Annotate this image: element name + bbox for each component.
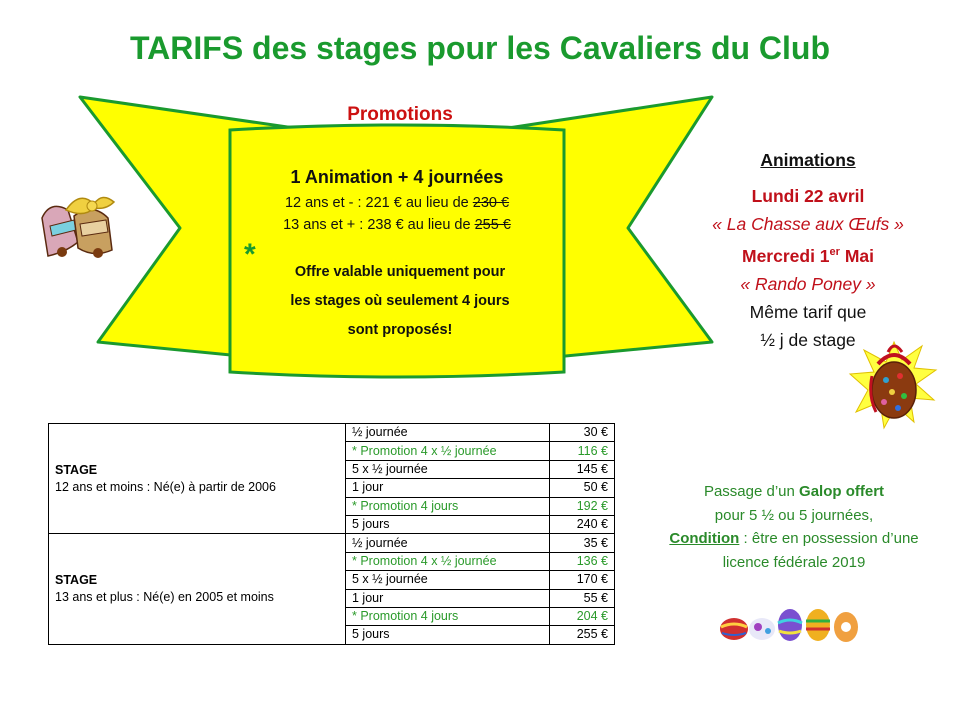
row-price: 136 €: [550, 552, 615, 570]
offer-note-line3: sont proposés!: [347, 322, 453, 338]
galop-offer: Galop offert: [799, 483, 885, 500]
promo-old-price-over-13: 255 €: [474, 217, 511, 233]
galop-line1: [644, 480, 944, 504]
easter-egg-basket-icon: [848, 336, 940, 432]
animation-date-1: Lundi 22 avril: [751, 186, 865, 206]
stage-age-description: 12 ans et moins : Né(e) à partir de 2006: [55, 479, 276, 494]
animations-panel: [690, 146, 926, 354]
row-label: 5 x ½ journée: [346, 571, 550, 589]
row-label: * Promotion 4 jours: [346, 497, 550, 515]
promotions-heading: Promotions: [347, 104, 453, 125]
row-label: * Promotion 4 x ½ journée: [346, 442, 550, 460]
row-label: * Promotion 4 jours: [346, 607, 550, 625]
promo-price-over-13: [232, 217, 562, 233]
galop-line2: pour 5 ½ ou 5 journées,: [714, 506, 874, 524]
promo-price-under-12-text: 12 ans et - : 221 € au lieu de: [284, 195, 473, 211]
row-price: 55 €: [550, 589, 615, 607]
row-label: 1 jour: [346, 589, 550, 607]
animation-note-1: Même tarif que: [749, 301, 867, 322]
galop-line3: [644, 527, 944, 551]
row-price: 170 €: [550, 571, 615, 589]
promo-price-over-13-text: 13 ans et + : 238 € au lieu de: [283, 217, 475, 233]
offer-note-line2: les stages où seulement 4 jours: [290, 293, 510, 309]
galop-condition-text: : être en possession d’une: [739, 530, 919, 547]
row-price: 240 €: [550, 515, 615, 533]
row-price: 204 €: [550, 607, 615, 625]
galop-note: [644, 480, 944, 574]
animation-date-2-day: Mercredi 1: [742, 245, 830, 266]
stage-label: STAGE: [55, 462, 98, 477]
galop-condition-label: Condition: [669, 530, 740, 547]
row-price: 30 €: [550, 424, 615, 442]
row-price: 192 €: [550, 497, 615, 515]
stage-age-description: 13 ans et plus : Né(e) en 2005 et moins: [55, 590, 274, 605]
animation-note-2: ½ j de stage: [760, 329, 856, 350]
offer-note: [250, 258, 550, 345]
row-price: 35 €: [550, 534, 615, 552]
row-label: 1 jour: [346, 479, 550, 497]
galop-line4: licence fédérale 2019: [722, 553, 866, 571]
animation-event-2: « Rando Poney »: [740, 273, 876, 294]
promo-old-price-under-12: 230 €: [472, 195, 510, 211]
animation-date-2-sup: er: [829, 246, 840, 258]
row-label: ½ journée: [346, 424, 550, 442]
painted-eggs-icon: [718, 607, 862, 645]
row-price: 145 €: [550, 460, 615, 478]
animations-heading: Animations: [760, 150, 856, 170]
asterisk-mark: *: [244, 238, 256, 271]
offer-note-line1: Offre valable uniquement pour: [294, 264, 506, 280]
row-label: ½ journée: [346, 534, 550, 552]
stage-group-cell: [49, 534, 346, 644]
row-price: 116 €: [550, 442, 615, 460]
table-row: [49, 424, 615, 442]
promo-offer-title: 1 Animation + 4 journées: [290, 167, 504, 187]
row-price: 255 €: [550, 626, 615, 644]
row-label: 5 jours: [346, 515, 550, 533]
table-row: [49, 534, 615, 552]
stage-group-cell: [49, 424, 346, 534]
page-title: TARIFS des stages pour les Cavaliers du Club: [129, 30, 831, 66]
animation-event-1: « La Chasse aux Œufs »: [712, 214, 904, 234]
row-label: * Promotion 4 x ½ journée: [346, 552, 550, 570]
stage-label: STAGE: [55, 573, 98, 588]
promo-price-under-12: [232, 195, 562, 211]
promotion-box: [232, 130, 562, 370]
easter-bells-icon: [22, 190, 132, 272]
row-label: 5 x ½ journée: [346, 460, 550, 478]
animation-date-2: [690, 238, 926, 270]
galop-line1-text: Passage d’un: [703, 483, 800, 500]
row-price: 50 €: [550, 479, 615, 497]
price-table: [48, 423, 615, 645]
animation-date-2-month: Mai: [839, 245, 874, 266]
row-label: 5 jours: [346, 626, 550, 644]
